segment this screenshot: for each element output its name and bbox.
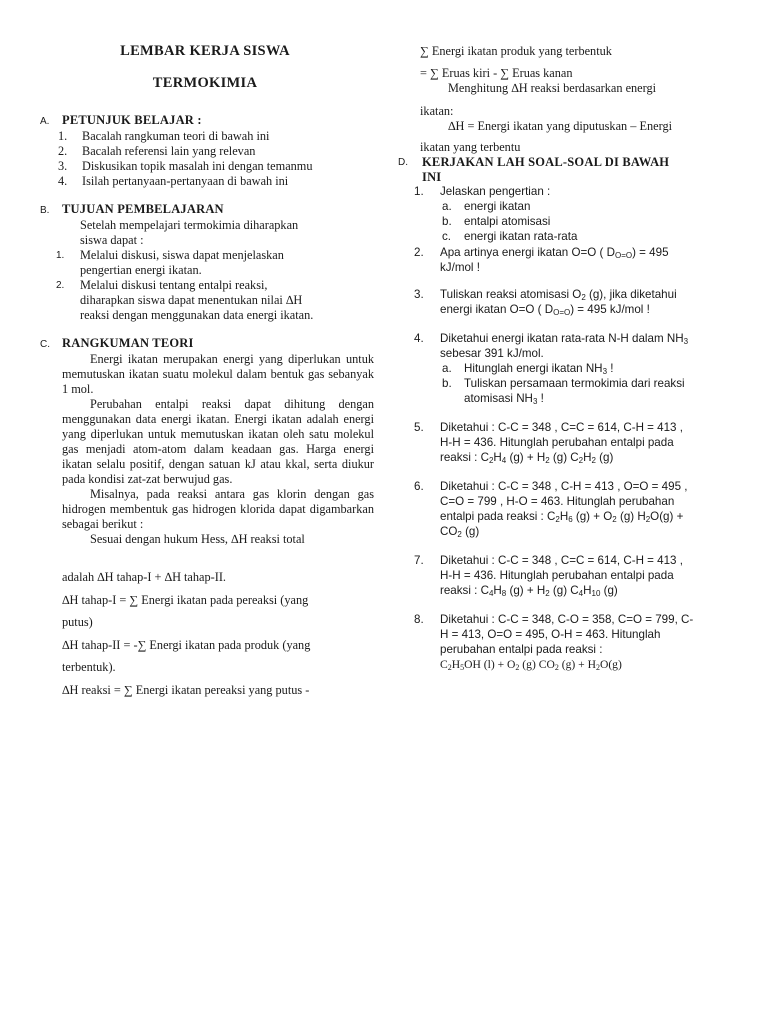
sub-letter: c. [442, 230, 452, 243]
objective-item [56, 278, 375, 323]
subscript: 4 [488, 589, 494, 598]
subscript: 2 [515, 663, 520, 672]
text-line: = ∑ Eruas kiri - ∑ Eruas kanan [420, 66, 573, 80]
text-line: ∆H reaksi = ∑ Energi ikatan pereaksi yang putus - [62, 682, 310, 697]
sub-letter: a. [442, 362, 452, 375]
text-part: (g) H [616, 510, 646, 523]
section-letter: B. [40, 205, 50, 216]
sub-item [442, 214, 736, 229]
section-d [398, 155, 738, 185]
paragraph: Misalnya, pada reaksi antara gas klorin dengan gas hidrogen membentuk gas hidrogen klorida dapat digambarkan sebagai berikut : [62, 487, 374, 531]
item-text: Diskusikan topik masalah ini dengan temanmu [82, 159, 313, 173]
text-part: ) = 495 kJ/mol ! [570, 303, 650, 316]
text-line: Setelah mempelajari termokimia diharapkan [80, 218, 299, 232]
text-line: Melalui diskusi, siswa dapat menjelaskan [80, 248, 284, 262]
section-title: TUJUAN PEMBELAJARAN [62, 202, 224, 216]
subscript: 3 [683, 337, 689, 346]
question-2 [414, 245, 736, 275]
section-letter: C. [40, 339, 50, 350]
question-1 [414, 184, 736, 244]
subscript: 2 [555, 515, 560, 524]
subscript: 2 [447, 663, 452, 672]
item-text: Isilah pertanyaan-pertanyaan di bawah ini [82, 174, 289, 188]
text-part: (g) + O [572, 510, 613, 523]
question-3 [414, 287, 736, 317]
question-7 [414, 553, 736, 598]
subscript: 2 [645, 515, 651, 524]
question-number: 1. [414, 185, 424, 198]
item-number: 2. [56, 280, 65, 291]
section-title: PETUNJUK BELAJAR : [62, 113, 202, 127]
subscript: 3 [602, 367, 608, 376]
subscript: 2 [581, 293, 586, 302]
section-letter: A. [40, 116, 50, 127]
section-title: INI [422, 170, 442, 184]
subscript: 2 [554, 663, 559, 672]
instruction-item [58, 129, 370, 144]
text-part: energi ikatan O=O ( D [440, 303, 554, 316]
questions [414, 184, 736, 672]
text-line: kJ/mol ! [440, 261, 480, 274]
sub-list [442, 199, 736, 244]
text-part: (g) CO [519, 658, 555, 671]
text-line: pengertian energi ikatan. [80, 263, 202, 277]
text-part: H [583, 584, 592, 597]
hess-equations [62, 566, 382, 701]
subscript: O=O [614, 251, 633, 260]
section-title: KERJAKAN LAH SOAL-SOAL DI BAWAH [422, 155, 670, 169]
instruction-item [58, 159, 370, 174]
text-line: Tuliskan persamaan termokimia dari reaksi [464, 377, 685, 390]
question-number: 6. [414, 480, 424, 493]
subscript: 2 [488, 456, 494, 465]
text-part: CO [440, 525, 458, 538]
text-part: C [440, 658, 448, 671]
text-line: H-H = 436. Hitunglah perubahan entalpi pada [440, 436, 674, 449]
section-a [40, 113, 370, 189]
text-line: diharapkan siswa dapat menentukan nilai ∆H [80, 293, 303, 307]
paragraph: Energi ikatan merupakan energi yang diperlukan untuk memutuskan ikatan suatu molekul dalam bentuk gas sebanyak 1 mol. [62, 352, 374, 396]
item-number: 4. [58, 174, 68, 188]
instruction-item [58, 144, 370, 159]
text-part: (g) C [549, 584, 579, 597]
subscript: 8 [501, 589, 507, 598]
text-part: Tuliskan reaksi atomisasi O [440, 288, 582, 301]
text-line: sebesar 391 kJ/mol. [440, 347, 544, 360]
text-line: siswa dapat : [80, 233, 144, 247]
question-number: 8. [414, 613, 424, 626]
subscript: 10 [591, 589, 601, 598]
item-text: Bacalah rangkuman teori di bawah ini [82, 129, 270, 143]
text-part: H [493, 584, 502, 597]
text-part: reaksi : C [440, 451, 489, 464]
subscript: 4 [501, 456, 507, 465]
question-number: 5. [414, 421, 424, 434]
item-number: 2. [58, 144, 68, 158]
text-part: (g) [600, 584, 618, 597]
question-text: Jelaskan pengertian : [440, 185, 551, 198]
question-number: 7. [414, 554, 424, 567]
text-line: Diketahui : C-C = 348 , C=C = 614, C-H = 413 , [440, 421, 683, 434]
subscript: 4 [578, 589, 584, 598]
right-continuation [420, 44, 740, 155]
item-number: 3. [58, 159, 68, 173]
objective-item [56, 248, 375, 278]
question-6 [414, 479, 736, 539]
question-8 [414, 612, 736, 672]
text-line: H = 413, O=O = 495, O-H = 463. Hitunglah [440, 628, 661, 641]
question-4 [414, 331, 736, 406]
text-line: C=O = 799 , H-O = 463. Hitunglah perubahan [440, 495, 675, 508]
text-line: Diketahui : C-C = 348 , C-H = 413 , O=O = 495 , [440, 480, 688, 493]
objective-intro [80, 218, 375, 248]
text-part: O(g) + [650, 510, 684, 523]
instruction-item [58, 174, 370, 189]
question-number: 2. [414, 246, 424, 259]
text-part: (g) + H [506, 451, 546, 464]
sub-letter: a. [442, 200, 452, 213]
section-title: RANGKUMAN TEORI [62, 336, 194, 350]
text-line: ∑ Energi ikatan produk yang terbentuk [420, 44, 612, 58]
text-part: atomisasi NH [464, 392, 533, 405]
sub-text: entalpi atomisasi [464, 215, 551, 228]
text-part: (g) [595, 451, 614, 464]
text-part: ! [607, 362, 614, 375]
section-letter: D. [398, 157, 408, 168]
text-part: ! [537, 392, 544, 405]
text-line: ∆H tahap-II = -∑ Energi ikatan pada produk (yang [62, 637, 311, 652]
text-part: (g) C [549, 451, 579, 464]
subscript: 5 [460, 663, 465, 672]
text-line: ∆H tahap-I = ∑ Energi ikatan pada pereaksi (yang [62, 592, 309, 607]
text-part: (g) [461, 525, 480, 538]
sub-item [442, 229, 736, 244]
title-line-1: LEMBAR KERJA SISWA [120, 43, 290, 59]
title-line-2: TERMOKIMIA [152, 75, 258, 91]
subscript: O=O [553, 308, 571, 317]
text-part: Hitunglah energi ikatan NH [464, 362, 603, 375]
subscript: 2 [578, 456, 584, 465]
subscript: 2 [545, 456, 550, 465]
section-c [40, 336, 375, 547]
text-line: ikatan yang terbentu [420, 140, 521, 154]
text-line: putus) [62, 615, 93, 629]
sub-item [442, 199, 736, 214]
question-5 [414, 420, 736, 465]
item-number: 1. [58, 129, 68, 143]
subscript: 2 [457, 530, 462, 539]
text-line: adalah ∆H tahap-I + ∆H tahap-II. [62, 570, 227, 584]
sub-letter: b. [442, 377, 452, 390]
sub-text: energi ikatan rata-rata [464, 230, 578, 243]
text-part: reaksi : C [440, 584, 489, 597]
text-part: (g), jika diketahui [585, 288, 677, 301]
subscript: 3 [532, 397, 538, 406]
section-b [40, 202, 375, 323]
paragraph: Perubahan entalpi reaksi dapat dihitung dengan menggunakan data energi ikatan. Energi ikatan adalah energi yang diperlukan untuk memutuskan ikatan oleh satu molekul gas menjadi atom-atom dalam keadaan gas. Harga energi ikatan selalu positif, dengan satuan kJ atau kkal, serta diukur pada kondisi zat-zat berwujud gas. [62, 397, 374, 486]
text-part: H [559, 510, 569, 523]
subscript: 2 [595, 663, 600, 672]
sub-letter: b. [442, 215, 452, 228]
question-number: 4. [414, 332, 424, 345]
text-part: entalpi pada reaksi : C [440, 510, 556, 523]
sub-text: energi ikatan [464, 200, 531, 213]
text-line: ∆H = Energi ikatan yang diputuskan – Energi [448, 119, 673, 133]
text-line: terbentuk). [62, 660, 116, 674]
text-line: Diketahui : C-C = 348, C-O = 358, C=O = 799, C- [440, 613, 694, 626]
text-part: (g) + H [506, 584, 546, 597]
text-part: (g) + H [558, 658, 596, 671]
item-text: Bacalah referensi lain yang relevan [82, 144, 256, 158]
paragraph: Sesuai dengan hukum Hess, ∆H reaksi total [90, 532, 305, 546]
item-number: 1. [56, 250, 65, 261]
subscript: 6 [568, 515, 573, 524]
text-part: ) = 495 [632, 246, 669, 259]
text-line: perubahan entalpi pada reaksi : [440, 643, 603, 656]
text-part: H [493, 451, 502, 464]
text-part: O(g) [599, 658, 622, 671]
text-part: H [583, 451, 592, 464]
subscript: 2 [612, 515, 617, 524]
text-line: Menghitung ∆H reaksi berdasarkan energi [448, 81, 657, 95]
text-part: Apa artinya energi ikatan O=O ( D [440, 246, 615, 259]
text-part: OH (l) + O [464, 658, 516, 671]
subscript: 2 [545, 589, 550, 598]
text-line: reaksi dengan menggunakan data energi ikatan. [80, 308, 314, 322]
text-line: ikatan: [420, 104, 454, 118]
text-part: H [451, 658, 461, 671]
subscript: 2 [591, 456, 596, 465]
text-line: Melalui diskusi tentang entalpi reaksi, [80, 278, 268, 292]
instruction-list [58, 129, 370, 189]
text-line: Diketahui : C-C = 348 , C=C = 614, C-H = 413 , [440, 554, 683, 567]
question-number: 3. [414, 288, 424, 301]
text-part: Diketahui energi ikatan rata-rata N-H dalam NH [440, 332, 684, 345]
text-line: H-H = 436. Hitunglah perubahan entalpi pada [440, 569, 674, 582]
